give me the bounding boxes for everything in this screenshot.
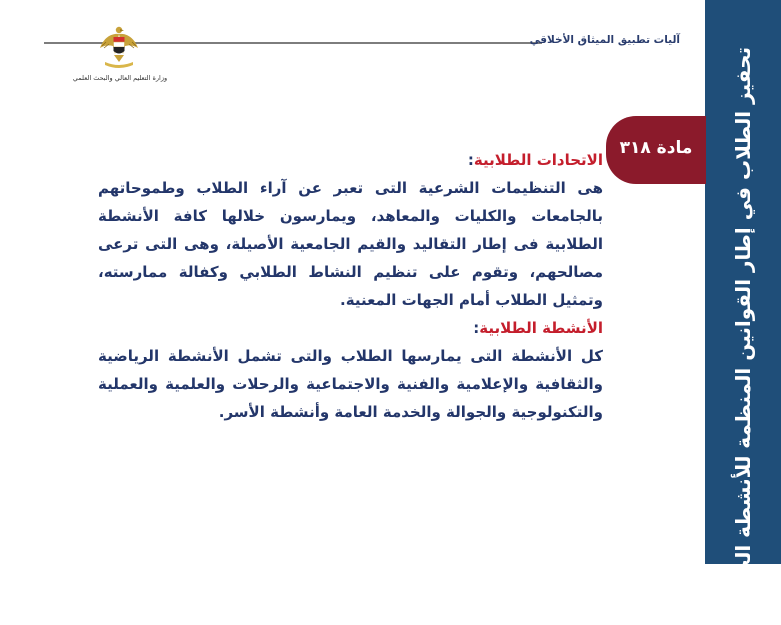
article-content <box>98 146 603 426</box>
eagle-emblem-icon <box>96 24 142 70</box>
article-badge <box>606 116 706 184</box>
side-panel <box>705 0 781 625</box>
header-title: آليات تطبيق الميثاق الأخلاقي <box>529 34 680 46</box>
section-body: هى التنظيمات الشرعية التى تعبر عن آراء الطلاب وطموحاتهم بالجامعات والكليات والمعاهد، ويمارسون خلالها كافة الأنشطة الطلابية فى إطار التقاليد والقيم الجامعية الأصيلة، وهى التى ترعى مصالحهم، وتقوم على تنظيم النشاط الطلابي وكفالة ممارسته، وتمثيل الطلاب أمام الجهات المعنية. <box>98 179 603 309</box>
section-heading: الاتحادات الطلابية: <box>467 151 603 169</box>
article-label: مادة ٣١٨ <box>619 138 693 158</box>
side-panel-title: تحفيز الطلاب في إطار القوانين المنظمة للأنشطة الجامعية <box>731 47 755 625</box>
section-heading-text: الاتحادات الطلابية <box>473 151 603 169</box>
section-heading-text: الأنشطة الطلابية <box>479 319 603 337</box>
section-body: كل الأنشطة التى يمارسها الطلاب والتى تشمل الأنشطة الرياضية والثقافية والإعلامية والفنية والاجتماعية والرحلات والعلمية والعملية والتكنولوجية والجوالة والخدمة العامة وأنشطة الأسر. <box>98 347 603 421</box>
section-heading: الأنشطة الطلابية: <box>473 319 603 337</box>
ministry-caption: وزارة التعليم العالي والبحث العلمي <box>72 74 168 82</box>
